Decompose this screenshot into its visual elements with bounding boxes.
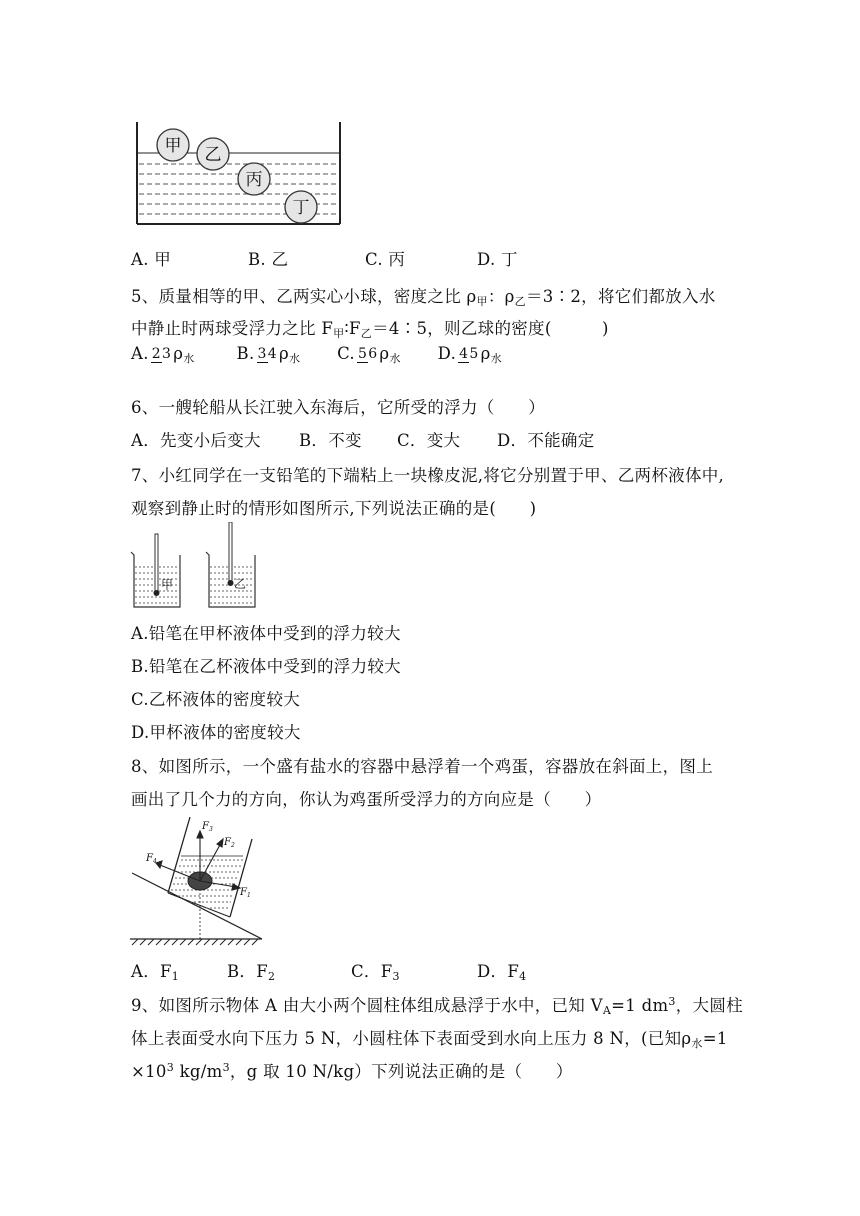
q9-stem-line3: $\times 10^3$ $kg/m^3$，g 取 10 N/kg）下列说法正确的是（ ）	[131, 1061, 573, 1081]
q4-options	[131, 246, 518, 270]
q5-option-a: A. 23 ρ水	[131, 344, 195, 365]
q8-options	[131, 958, 526, 983]
four-balls-figure	[133, 120, 345, 228]
q6-stem: 6、一艘轮船从长江驶入东海后，它所受的浮力（ ）	[131, 398, 545, 417]
label-f3: $F_3$	[202, 821, 213, 833]
q4-option-a: A. 甲	[131, 250, 172, 269]
q4-option-c: C. 丙	[365, 250, 406, 269]
q8-option-a: A．F1	[131, 962, 180, 983]
label-f2: $F_2$	[224, 837, 235, 849]
label-f1: $F_1$	[240, 887, 251, 899]
cup-label-yi: 乙	[234, 577, 247, 591]
q5-stem-line1: 5、质量相等的甲、乙两实心小球，密度之比 $\rho_甲$：$\rho_乙=3∶2$，将它们都放入水	[131, 287, 716, 308]
q8-option-b: B．F2	[227, 962, 276, 983]
q7-stem-line1: 7、小红同学在一支铅笔的下端粘上一块橡皮泥,将它分别置于甲、乙两杯液体中,	[131, 466, 725, 485]
q5-stem-line2: 中静止时两球受浮力之比 $F_甲∶F_乙=4∶5$，则乙球的密度( )	[131, 319, 609, 340]
q5-option-d: D. 45 ρ水	[437, 344, 502, 365]
q4-option-d: D. 丁	[477, 250, 518, 269]
cup-label-jia: 甲	[161, 578, 174, 592]
two-beakers-figure	[128, 522, 258, 610]
incline-egg-figure	[128, 815, 268, 947]
q8-option-d: D．F4	[477, 962, 527, 983]
q8-stem-line2: 画出了几个力的方向，你认为鸡蛋所受浮力的方向应是（ ）	[131, 790, 602, 809]
ball-label-yi: 乙	[204, 145, 222, 165]
ball-label-bing: 丙	[245, 170, 263, 190]
q5-option-b: B. 34 ρ水	[236, 344, 301, 365]
q7-option-b: B.铅笔在乙杯液体中受到的浮力较大	[131, 657, 401, 676]
q5-option-c: C. 56 ρ水	[337, 344, 401, 365]
q7-stem-line2: 观察到静止时的情形如图所示,下列说法正确的是( )	[131, 499, 537, 518]
ball-label-ding: 丁	[292, 198, 310, 218]
q7-option-c: C.乙杯液体的密度较大	[131, 690, 301, 709]
q4-option-b: B. 乙	[248, 250, 289, 269]
q8-option-c: C．F3	[351, 962, 400, 983]
q9-stem-line1: 9、如图所示物体 A 由大小两个圆柱体组成悬浮于水中，已知 $V_A=1$ $dm^3$，大圆柱	[131, 995, 743, 1017]
label-f4: $F_4$	[146, 853, 157, 865]
q8-stem-line1: 8、如图所示，一个盛有盐水的容器中悬浮着一个鸡蛋，容器放在斜面上，图上	[131, 757, 713, 776]
q9-stem-line2: 体上表面受水向下压力 5 N，小圆柱体下表面受到水向上压力 8 N，(已知$\rho_水=1$	[131, 1029, 728, 1050]
q5-options	[131, 344, 502, 366]
q7-option-a: A.铅笔在甲杯液体中受到的浮力较大	[131, 624, 401, 643]
q7-option-d: D.甲杯液体的密度较大	[131, 723, 301, 742]
q6-options: A．先变小后变大 B．不变 C．变大 D．不能确定	[131, 431, 595, 450]
ball-label-jia: 甲	[164, 136, 182, 156]
